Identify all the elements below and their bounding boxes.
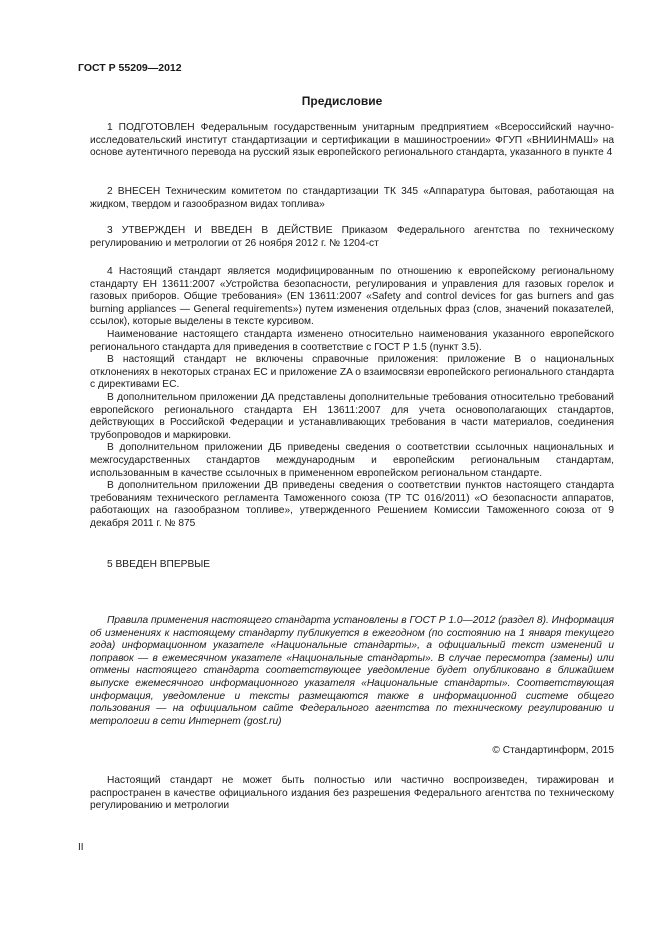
- section-4-paragraph: В дополнительном приложении ДА представлены дополнительные требования относительно требований европейского регионального стандарта ЕН 13611:2007 для учета основополагающих стандартов, действующих в Российской Федерации и устанавливающих требования в части материалов, соединения трубопроводов и маркировки.: [90, 391, 614, 441]
- section-4-paragraph: В дополнительном приложении ДБ приведены сведения о соответствии ссылочных национальных и межгосударственных стандартов международным и европейским региональным стандартам, использованным в качестве ссылочных в примененном европейском региональном стандарте.: [90, 442, 614, 479]
- section-4-paragraph: В дополнительном приложении ДВ приведены сведения о соответствии пунктов настоящего стандарта требованиям технического регламента Таможенного союза (ТР ТС 016/2011) «О безопасности аппаратов, работающих на газообразном топливе», утвержденного Решением Комиссии Таможенного союза от 9 декабря 2011 г. № 875: [90, 480, 614, 529]
- section-4-paragraph: 4 Настоящий стандарт является модифицированным по отношению к европейскому региональному стандарту ЕН 13611:2007 «Устройства безопасности, регулирования и управления для газовых горелок и газовых приборов. Общие требования» (EN 13611:2007 «Safety and control devices for gas burners and gas burning appliances — General requirements») путем изменения отдельных фраз (слов, значений показателей, ссылок), которые выделены в тексте курсивом.: [90, 266, 614, 328]
- section-1-text: 1 ПОДГОТОВЛЕН Федеральным государственным унитарным предприятием «Всероссийский научно-исследовательский институт стандартизации и сертификации в машиностроении» ФГУП «ВНИИНМАШ» на основе аутентичного перевода на русский язык европейского регионального стандарта, указанного в пункте 4: [90, 122, 614, 159]
- reproduction-note-text: Настоящий стандарт не может быть полностью или частично воспроизведен, тиражирован и распространен в качестве официального издания без разрешения Федерального агентства по техническому регулированию и метрологии: [90, 775, 614, 812]
- document-code: ГОСТ Р 55209—2012: [78, 62, 182, 74]
- reproduction-note: [90, 775, 614, 813]
- section-2: [90, 186, 614, 211]
- section-1: [90, 122, 614, 160]
- section-3-text: 3 УТВЕРЖДЕН И ВВЕДЕН В ДЕЙСТВИЕ Приказом Федерального агентства по техническому регулированию и метрологии от 26 ноября 2012 г. № 1204-ст: [90, 225, 614, 249]
- section-4-paragraph: В настоящий стандарт не включены справочные приложения: приложение В о национальных отклонениях в некоторых странах ЕС и приложение ZA о взаимосвязи европейского регионального стандарта с директивами ЕС.: [90, 354, 614, 391]
- section-3: [90, 225, 614, 250]
- page-number: II: [78, 842, 84, 853]
- section-5: [90, 559, 614, 572]
- page-title: Предисловие: [301, 94, 383, 108]
- section-2-text: 2 ВНЕСЕН Техническим комитетом по стандартизации ТК 345 «Аппаратура бытовая, работающая на жидком, твердом и газообразном видах топлива»: [90, 186, 614, 210]
- rules-note-text: Правила применения настоящего стандарта установлены в ГОСТ Р 1.0—2012 (раздел 8). Информация об изменениях к настоящему стандарту публикуется в ежегодном (по состоянию на 1 января текущего года) информационном указателе «Национальные стандарты», а официальный текст изменений и поправок — в ежемесячном указателе «Национальные стандарты». В случае пересмотра (замены) или отмены настоящего стандарта соответствующее уведомление будет опубликовано в ближайшем выпуске ежемесячного информационного указателя «Национальные стандарты». Соответствующая информация, уведомление и тексты размещаются также в информационной системе общего пользования — на официальном сайте Федерального агентства по техническому регулированию и метрологии в сети Интернет (gost.ru): [90, 615, 614, 727]
- rules-note: [90, 615, 614, 728]
- section-4: [90, 266, 614, 530]
- copyright: © Стандартинформ, 2015: [492, 745, 614, 756]
- section-5-text: 5 ВВЕДЕН ВПЕРВЫЕ: [107, 559, 211, 570]
- section-4-paragraph: Наименование настоящего стандарта изменено относительно наименования указанного европейского регионального стандарта для приведения в соответствие с ГОСТ Р 1.5 (пункт 3.5).: [90, 328, 614, 353]
